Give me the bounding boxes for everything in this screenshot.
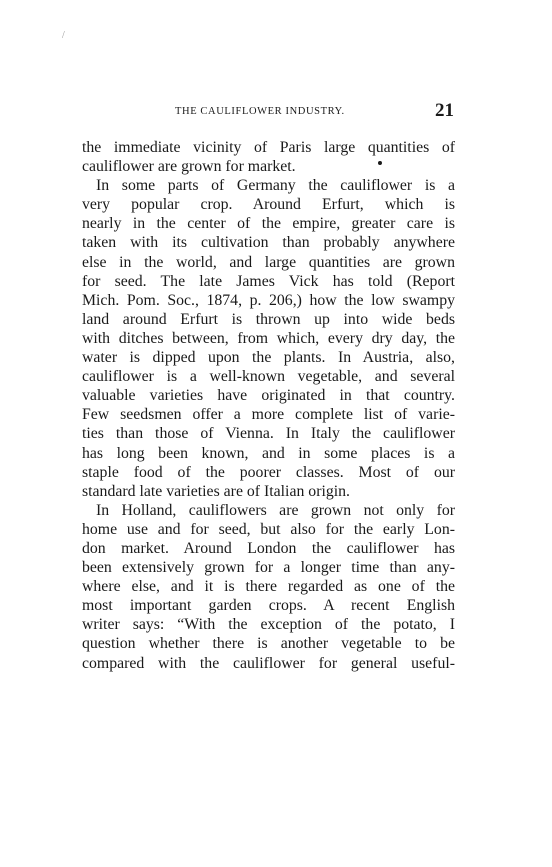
text-line: where else, and it is there regarded as one of the xyxy=(82,578,455,596)
text-line: ties than those of Vienna. In Italy the cauliflower xyxy=(82,425,455,443)
text-line: Few seedsmen offer a more complete list of varie- xyxy=(82,406,455,424)
text-line: valuable varieties have originated in that country. xyxy=(82,387,455,405)
page-number: 21 xyxy=(435,100,454,121)
text-line: standard late varieties are of Italian origin. xyxy=(82,482,350,500)
text-line: for seed. The late James Vick has told (Report xyxy=(82,272,455,290)
text-line: In Holland, cauliflowers are grown not only for xyxy=(96,501,455,519)
text-line: writer says: “With the exception of the potato, I xyxy=(82,616,455,634)
text-line: staple food of the poorer classes. Most of our xyxy=(82,463,455,481)
text-line: very popular crop. Around Erfurt, which is xyxy=(82,196,455,214)
text-line: land around Erfurt is thrown up into wide beds xyxy=(82,310,455,328)
text-line: compared with the cauliflower for general useful- xyxy=(82,654,455,672)
running-header xyxy=(82,100,454,124)
text-line: In some parts of Germany the cauliflower is a xyxy=(96,177,455,195)
running-title: THE CAULIFLOWER INDUSTRY. xyxy=(175,106,345,117)
text-line: has long been known, and in some places is a xyxy=(82,444,455,462)
text-line: with ditches between, from which, every dry day, the xyxy=(82,329,455,347)
text-line: home use and for seed, but also for the early Lon- xyxy=(82,520,455,538)
text-line: else in the world, and large quantities are grown xyxy=(82,253,455,271)
text-line: don market. Around London the cauliflower has xyxy=(82,539,455,557)
body-text xyxy=(82,138,455,673)
text-line: cauliflower is a well-known vegetable, and several xyxy=(82,368,455,386)
text-line: Mich. Pom. Soc., 1874, p. 206,) how the low swampy xyxy=(82,291,455,309)
stray-mark: / xyxy=(62,30,65,41)
text-line: most important garden crops. A recent English xyxy=(82,597,455,615)
text-line: question whether there is another vegetable to be xyxy=(82,635,455,653)
text-line: water is dipped upon the plants. In Austria, also, xyxy=(82,349,455,367)
text-line: cauliflower are grown for market. xyxy=(82,158,296,176)
text-line: taken with its cultivation than probably anywhere xyxy=(82,234,455,252)
text-line: been extensively grown for a longer time than any- xyxy=(82,559,455,577)
text-line: nearly in the center of the empire, greater care is xyxy=(82,215,455,233)
text-line: the immediate vicinity of Paris large quantities of xyxy=(82,139,455,156)
